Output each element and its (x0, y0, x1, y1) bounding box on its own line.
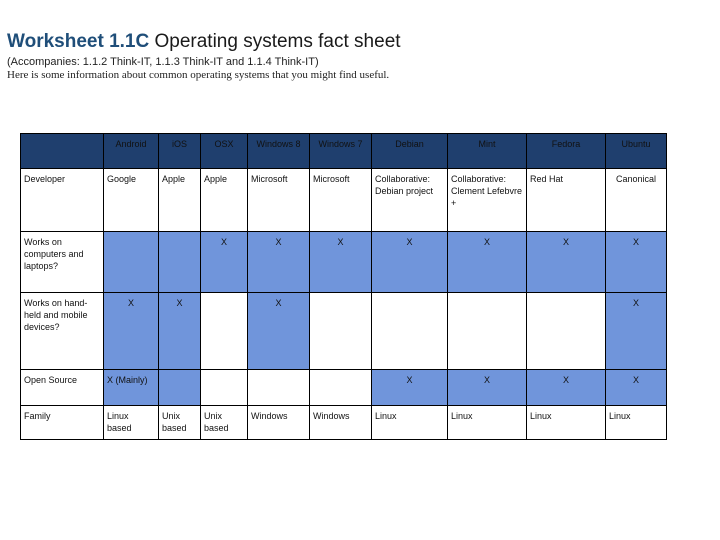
cell-family-windows7: Windows (310, 406, 372, 440)
header-android: Android (104, 134, 159, 169)
cell-opensource-debian: X (372, 370, 448, 406)
os-fact-table (20, 133, 667, 440)
table-row-handheld (21, 293, 667, 370)
cell-opensource-ubuntu: X (606, 370, 667, 406)
intro-text: Here is some information about common operating systems that you might find useful. (7, 69, 390, 81)
cell-developer-mint: Collaborative: Clement Lefebvre + (448, 169, 527, 232)
cell-handheld-mint (448, 293, 527, 370)
table-row-family (21, 406, 667, 440)
cell-opensource-osx (201, 370, 248, 406)
cell-family-fedora: Linux (527, 406, 606, 440)
header-ios: iOS (159, 134, 201, 169)
cell-computers-mint: X (448, 232, 527, 293)
cell-computers-android (104, 232, 159, 293)
cell-computers-osx: X (201, 232, 248, 293)
cell-developer-android: Google (104, 169, 159, 232)
cell-handheld-android: X (104, 293, 159, 370)
cell-opensource-fedora: X (527, 370, 606, 406)
cell-handheld-windows8: X (248, 293, 310, 370)
header-windows8: Windows 8 (248, 134, 310, 169)
cell-opensource-windows7 (310, 370, 372, 406)
header-corner (21, 134, 104, 169)
header-fedora: Fedora (527, 134, 606, 169)
cell-opensource-android: X (Mainly) (104, 370, 159, 406)
cell-handheld-fedora (527, 293, 606, 370)
cell-handheld-ios: X (159, 293, 201, 370)
row-label-open-source: Open Source (21, 370, 104, 406)
cell-handheld-ubuntu: X (606, 293, 667, 370)
table-row-open-source (21, 370, 667, 406)
title-text: Operating systems fact sheet (154, 31, 401, 52)
cell-handheld-osx (201, 293, 248, 370)
cell-family-debian: Linux (372, 406, 448, 440)
cell-opensource-windows8 (248, 370, 310, 406)
cell-developer-windows7: Microsoft (310, 169, 372, 232)
cell-handheld-debian (372, 293, 448, 370)
cell-computers-debian: X (372, 232, 448, 293)
cell-family-ios: Unix based (159, 406, 201, 440)
row-label-handheld: Works on hand-held and mobile devices? (21, 293, 104, 370)
cell-handheld-windows7 (310, 293, 372, 370)
cell-developer-ios: Apple (159, 169, 201, 232)
cell-opensource-mint: X (448, 370, 527, 406)
cell-computers-windows8: X (248, 232, 310, 293)
page-title (7, 31, 401, 53)
header-mint: Mint (448, 134, 527, 169)
header-osx: OSX (201, 134, 248, 169)
cell-developer-debian: Collaborative: Debian project (372, 169, 448, 232)
cell-computers-ubuntu: X (606, 232, 667, 293)
cell-developer-fedora: Red Hat (527, 169, 606, 232)
header-windows7: Windows 7 (310, 134, 372, 169)
header-row (21, 134, 667, 169)
row-label-family: Family (21, 406, 104, 440)
cell-opensource-ios (159, 370, 201, 406)
cell-developer-osx: Apple (201, 169, 248, 232)
header-ubuntu: Ubuntu (606, 134, 667, 169)
row-label-computers: Works on computers and laptops? (21, 232, 104, 293)
cell-computers-ios (159, 232, 201, 293)
header-debian: Debian (372, 134, 448, 169)
cell-developer-windows8: Microsoft (248, 169, 310, 232)
table-row-developer (21, 169, 667, 232)
cell-family-osx: Unix based (201, 406, 248, 440)
subtitle: (Accompanies: 1.1.2 Think-IT, 1.1.3 Think-IT and 1.1.4 Think-IT) (7, 56, 319, 68)
cell-family-mint: Linux (448, 406, 527, 440)
cell-family-android: Linux based (104, 406, 159, 440)
cell-family-windows8: Windows (248, 406, 310, 440)
cell-computers-windows7: X (310, 232, 372, 293)
cell-family-ubuntu: Linux (606, 406, 667, 440)
cell-computers-fedora: X (527, 232, 606, 293)
cell-developer-ubuntu: Canonical (606, 169, 667, 232)
row-label-developer: Developer (21, 169, 104, 232)
title-worksheet-number: Worksheet 1.1C (7, 31, 150, 52)
table-row-computers (21, 232, 667, 293)
